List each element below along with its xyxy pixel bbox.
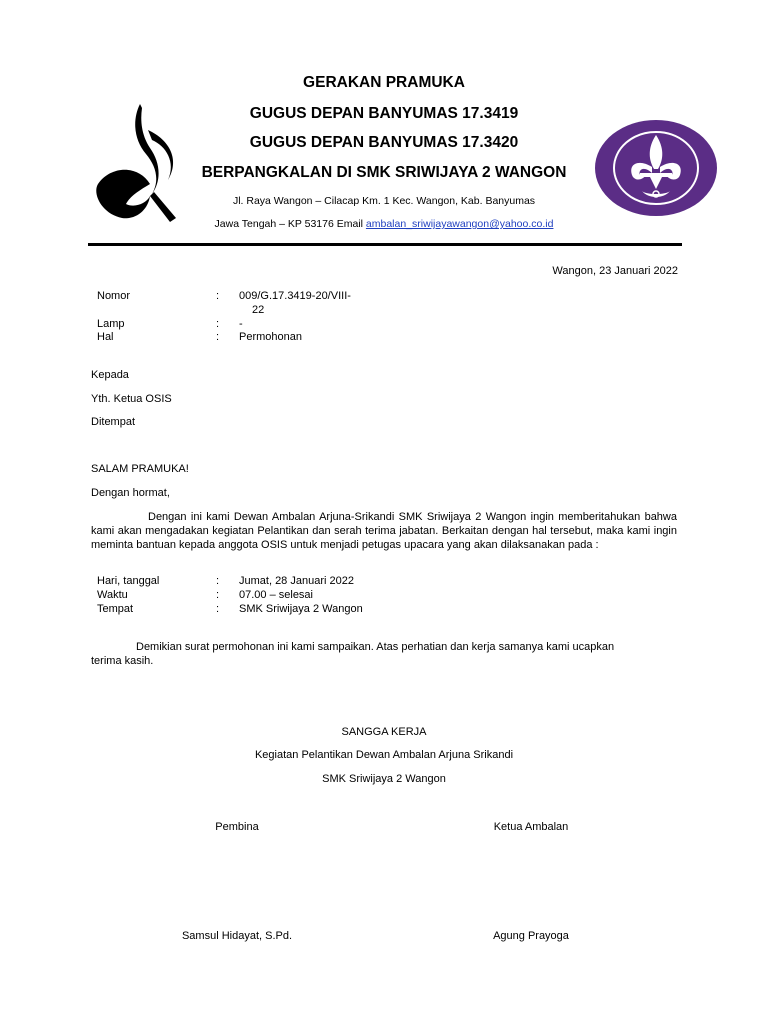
- meta-value-lamp: -: [239, 318, 243, 330]
- body-paragraph: Dengan ini kami Dewan Ambalan Arjuna-Srikandi SMK Sriwijaya 2 Wangon ingin memberitahukan bahwa kami akan mengadakan kegiatan Pelantikan dan serah terima jabatan. Berkaitan dengan hal tersebut, maka kami ingin meminta bantuan kepada anggota OSIS untuk menjadi petugas upacara yang akan dilaksanakan pada :: [91, 511, 677, 551]
- meta-sep-lamp: :: [216, 318, 220, 330]
- header-divider: [88, 243, 682, 246]
- email-link[interactable]: ambalan_sriwijayawangon@yahoo.co.id: [365, 218, 554, 230]
- signoff-title: SANGGA KERJA: [341, 726, 427, 738]
- detail-label-date: Hari, tanggal: [97, 575, 160, 587]
- recipient-to: Kepada: [91, 369, 129, 381]
- detail-value-place: SMK Sriwijaya 2 Wangon: [239, 603, 363, 615]
- address-prefix: Jawa Tengah – KP 53176 Email: [214, 218, 366, 230]
- recipient-name: Yth. Ketua OSIS: [91, 393, 172, 405]
- meta-value-nomor: 009/G.17.3419-20/VIII-: [239, 290, 351, 302]
- recipient-place: Ditempat: [91, 416, 136, 428]
- signature-name-left: Samsul Hidayat, S.Pd.: [181, 930, 293, 942]
- address-line-1: Jl. Raya Wangon – Cilacap Km. 1 Kec. Wangon, Kab. Banyumas: [232, 195, 536, 207]
- detail-sep-place: :: [216, 603, 220, 615]
- closing-paragraph: Demikian surat permohonan ini kami sampaikan. Atas perhatian dan kerja samanya kami ucapkan terima kasih.: [91, 641, 615, 667]
- signature-name-right: Agung Prayoga: [493, 930, 569, 942]
- detail-sep-time: :: [216, 589, 220, 601]
- signoff-subtitle-1: Kegiatan Pelantikan Dewan Ambalan Arjuna Srikandi: [254, 749, 514, 761]
- detail-value-time: 07.00 – selesai: [239, 589, 313, 601]
- meta-value-hal: Permohonan: [239, 331, 302, 343]
- gugus-depan-2: GUGUS DEPAN BANYUMAS 17.3420: [249, 134, 519, 151]
- gugus-depan-1: GUGUS DEPAN BANYUMAS 17.3419: [249, 105, 519, 122]
- opening: Dengan hormat,: [91, 487, 170, 499]
- meta-sep-hal: :: [216, 331, 220, 343]
- address-line-2: [150, 218, 618, 230]
- detail-label-time: Waktu: [97, 589, 128, 601]
- org-title: GERAKAN PRAMUKA: [303, 74, 465, 91]
- signature-role-left: Pembina: [215, 821, 259, 833]
- meta-label-lamp: Lamp: [97, 318, 125, 330]
- meta-value-nomor-cont: 22: [252, 304, 265, 316]
- detail-value-date: Jumat, 28 Januari 2022: [239, 575, 354, 587]
- meta-label-hal: Hal: [97, 331, 114, 343]
- meta-sep-nomor: :: [216, 290, 220, 302]
- letter-date: Wangon, 23 Januari 2022: [552, 265, 678, 277]
- base-school: BERPANGKALAN DI SMK SRIWIJAYA 2 WANGON: [201, 164, 567, 181]
- scout-fleur-de-lis-icon: [594, 119, 718, 217]
- signoff-subtitle-2: SMK Sriwijaya 2 Wangon: [322, 773, 446, 785]
- meta-label-nomor: Nomor: [97, 290, 131, 302]
- detail-label-place: Tempat: [97, 603, 134, 615]
- detail-sep-date: :: [216, 575, 220, 587]
- signature-role-right: Ketua Ambalan: [493, 821, 569, 833]
- greeting: SALAM PRAMUKA!: [91, 463, 189, 475]
